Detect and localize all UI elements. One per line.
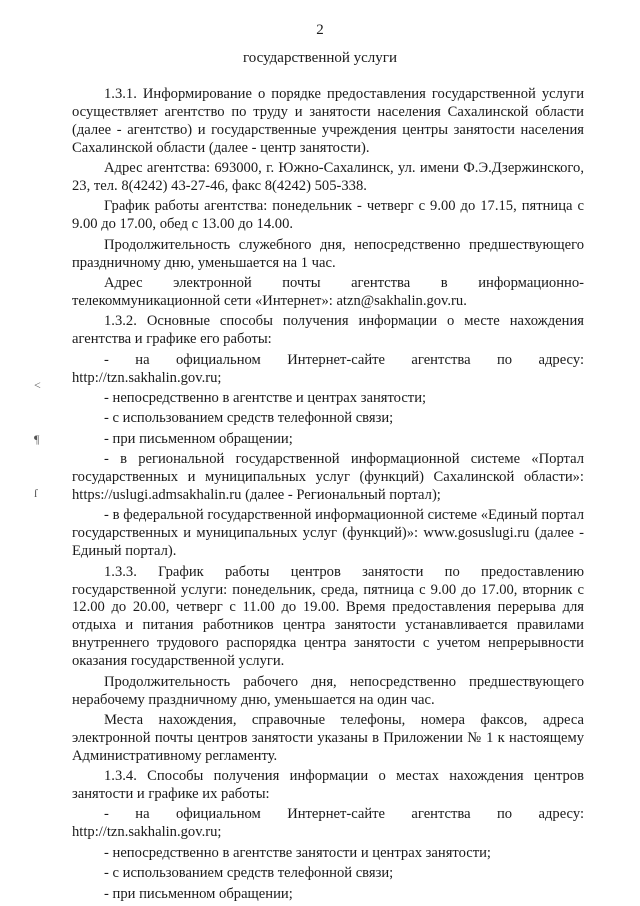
list-item: - на официальном Интернет-сайте агентства по адресу: http://tzn.sakhalin.gov.ru; xyxy=(72,806,584,841)
list-item: - на официальном Интернет-сайте агентства по адресу: http://tzn.sakhalin.gov.ru; xyxy=(72,351,584,386)
margin-mark: < xyxy=(34,378,41,392)
list-item: - в федеральной государственной информационной системе «Единый портал государственных и муниципальных услуг (функций)»: www.gosuslugi.ru (далее - Единый портал). xyxy=(72,507,584,560)
paragraph-1-3-2: 1.3.2. Основные способы получения информации о месте нахождения агентства и графике его работы: xyxy=(72,313,584,348)
list-item: - с использованием средств телефонной связи; xyxy=(104,865,394,882)
list-item: - с использованием средств телефонной связи; xyxy=(104,410,394,427)
paragraph-1-3-1: 1.3.1. Информирование о порядке предоставления государственной услуги осуществляет агентство по труду и занятости населения Сахалинской области (далее - агентство) и государственные учреждения центры занятости населения Сахалинской области (далее - центр занятости). xyxy=(72,86,584,156)
list-item: - при письменном обращении; xyxy=(104,430,293,447)
margin-mark: ſ xyxy=(34,486,38,500)
list-item: - непосредственно в агентстве и центрах занятости; xyxy=(104,390,427,406)
section-heading: государственной услуги xyxy=(243,50,397,66)
page-number: 2 xyxy=(316,22,324,38)
paragraph-preholiday-day: Продолжительность служебного дня, непосредственно предшествующего праздничному дню, уменьшается на 1 час. xyxy=(72,236,584,271)
paragraph-agency-email: Адрес электронной почты агентства в информационно-телекоммуникационной сети «Интернет»: atzn@sakhalin.gov.ru. xyxy=(72,275,584,309)
paragraph-1-3-3: 1.3.3. График работы центров занятости по предоставлению государственной услуги: понедельник, среда, пятница с 9.00 до 17.00, вторник с 12.00 до 20.00, четверг с 11.00 до 19.00. Время предоставления перерыва для отдыха и питания работников центра занятости устанавливается правилами внутреннего трудового распорядка центра занятости с учетом непрерывности оказания государственной услуги. xyxy=(72,563,584,670)
paragraph-agency-schedule: График работы агентства: понедельник - четверг с 9.00 до 17.15, пятница с 9.00 до 17.00, обед с 13.00 до 14.00. xyxy=(72,198,584,233)
paragraph-1-3-4: 1.3.4. Способы получения информации о местах нахождения центров занятости и графике их работы: xyxy=(72,768,584,803)
list-item: - непосредственно в агентстве занятости и центрах занятости; xyxy=(104,844,491,861)
document-body xyxy=(72,86,584,906)
margin-mark: ¶ xyxy=(34,432,40,446)
paragraph-agency-address: Адрес агентства: 693000, г. Южно-Сахалинск, ул. имени Ф.Э.Дзержинского, 23, тел. 8(4242) 43-27-46, факс 8(4242) 505-338. xyxy=(72,160,584,195)
list-item: - при письменном обращении; xyxy=(104,885,293,902)
paragraph-preholiday-workday: Продолжительность рабочего дня, непосредственно предшествующего нерабочему праздничному дню, уменьшается на один час. xyxy=(72,673,584,708)
paragraph-centers-contacts: Места нахождения, справочные телефоны, номера факсов, адреса электронной почты центров занятости указаны в Приложении № 1 к настоящему Административному регламенту. xyxy=(72,711,584,764)
list-item: - в региональной государственной информационной системе «Портал государственных и муниципальных услуг (функций) Сахалинской области»: https://uslugi.admsakhalin.ru (далее - Региональный портал); xyxy=(72,451,584,504)
